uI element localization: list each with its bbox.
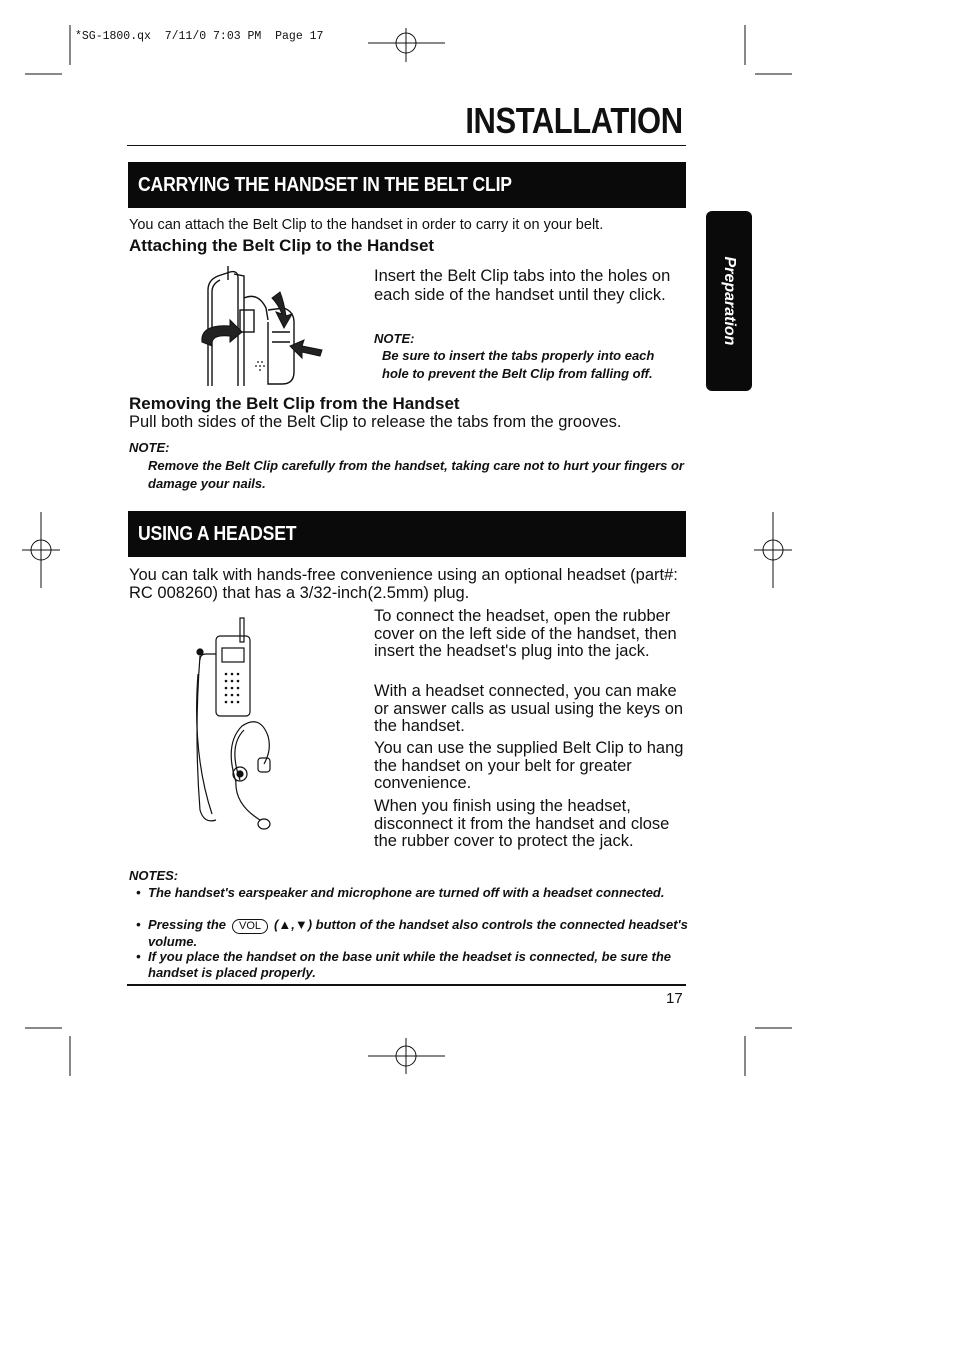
bottom-rule <box>127 984 686 986</box>
side-tab <box>706 211 752 391</box>
side-tab-label: Preparation <box>721 256 738 346</box>
headset-note-2-pre: Pressing the <box>148 917 227 932</box>
headset-para-1: To connect the headset, open the rubber cover on the left side of the handset, then insert the headset's plug into the jack. <box>374 607 677 660</box>
remove-note: Remove the Belt Clip carefully from the handset, taking care not to hurt your fingers or damage your nails. <box>148 458 684 491</box>
attach-note: Be sure to insert the tabs properly into each hole to prevent the Belt Clip from falling off. <box>382 348 655 381</box>
section-heading-text: CARRYING THE HANDSET IN THE BELT CLIP <box>138 174 512 196</box>
headset-note-1: • The handset's earspeaker and microphone are turned off with a headset connected. <box>136 885 691 901</box>
attach-note-label: NOTE: <box>374 331 415 346</box>
vol-key-icon: VOL <box>232 919 268 934</box>
section-heading-headset <box>128 511 686 557</box>
page-title: INSTALLATION <box>465 100 683 141</box>
headset-intro: You can talk with hands-free convenience using an optional headset (part#: RC 008260) that has a 3/32-inch(2.5mm) plug. <box>129 566 678 602</box>
section-heading-text: USING A HEADSET <box>138 523 297 545</box>
page-number: 17 <box>666 990 683 1007</box>
remove-note-label: NOTE: <box>129 440 170 455</box>
remove-text: Pull both sides of the Belt Clip to release the tabs from the grooves. <box>129 413 622 431</box>
headset-para-4: When you finish using the headset, disconnect it from the handset and close the rubber cover to protect the jack. <box>374 797 670 850</box>
headset-illustration <box>188 614 284 836</box>
print-slug: *SG-1800.qx 7/11/0 7:03 PM Page 17 <box>75 30 324 43</box>
headset-para-3: You can use the supplied Belt Clip to hang the handset on your belt for greater convenience. <box>374 739 684 792</box>
headset-note-3-text: If you place the handset on the base unit while the headset is connected, be sure the handset is placed properly. <box>148 949 671 980</box>
remove-heading: Removing the Belt Clip from the Handset <box>129 394 460 413</box>
headset-para-2: With a headset connected, you can make or answer calls as usual using the keys on the handset. <box>374 682 684 735</box>
section-heading-belt-clip <box>128 162 686 208</box>
belt-clip-illustration <box>198 262 328 386</box>
attach-text: Insert the Belt Clip tabs into the holes on each side of the handset until they click. <box>374 267 671 304</box>
belt-clip-intro: You can attach the Belt Clip to the handset in order to carry it on your belt. <box>129 217 604 233</box>
headset-note-3: • If you place the handset on the base unit while the headset is connected, be sure the handset is placed properly. <box>136 949 691 981</box>
attach-heading: Attaching the Belt Clip to the Handset <box>129 236 435 255</box>
headset-notes-label: NOTES: <box>129 868 179 883</box>
headset-note-2: • Pressing the VOL (▲,▼) button of the handset also controls the connected headset's volume. <box>136 917 688 949</box>
headset-note-1-text: The handset's earspeaker and microphone are turned off with a headset connected. <box>148 885 665 900</box>
headset-note-2-post: (▲,▼) button of the handset also controls the connected headset's volume. <box>148 917 688 949</box>
title-rule <box>127 145 686 146</box>
